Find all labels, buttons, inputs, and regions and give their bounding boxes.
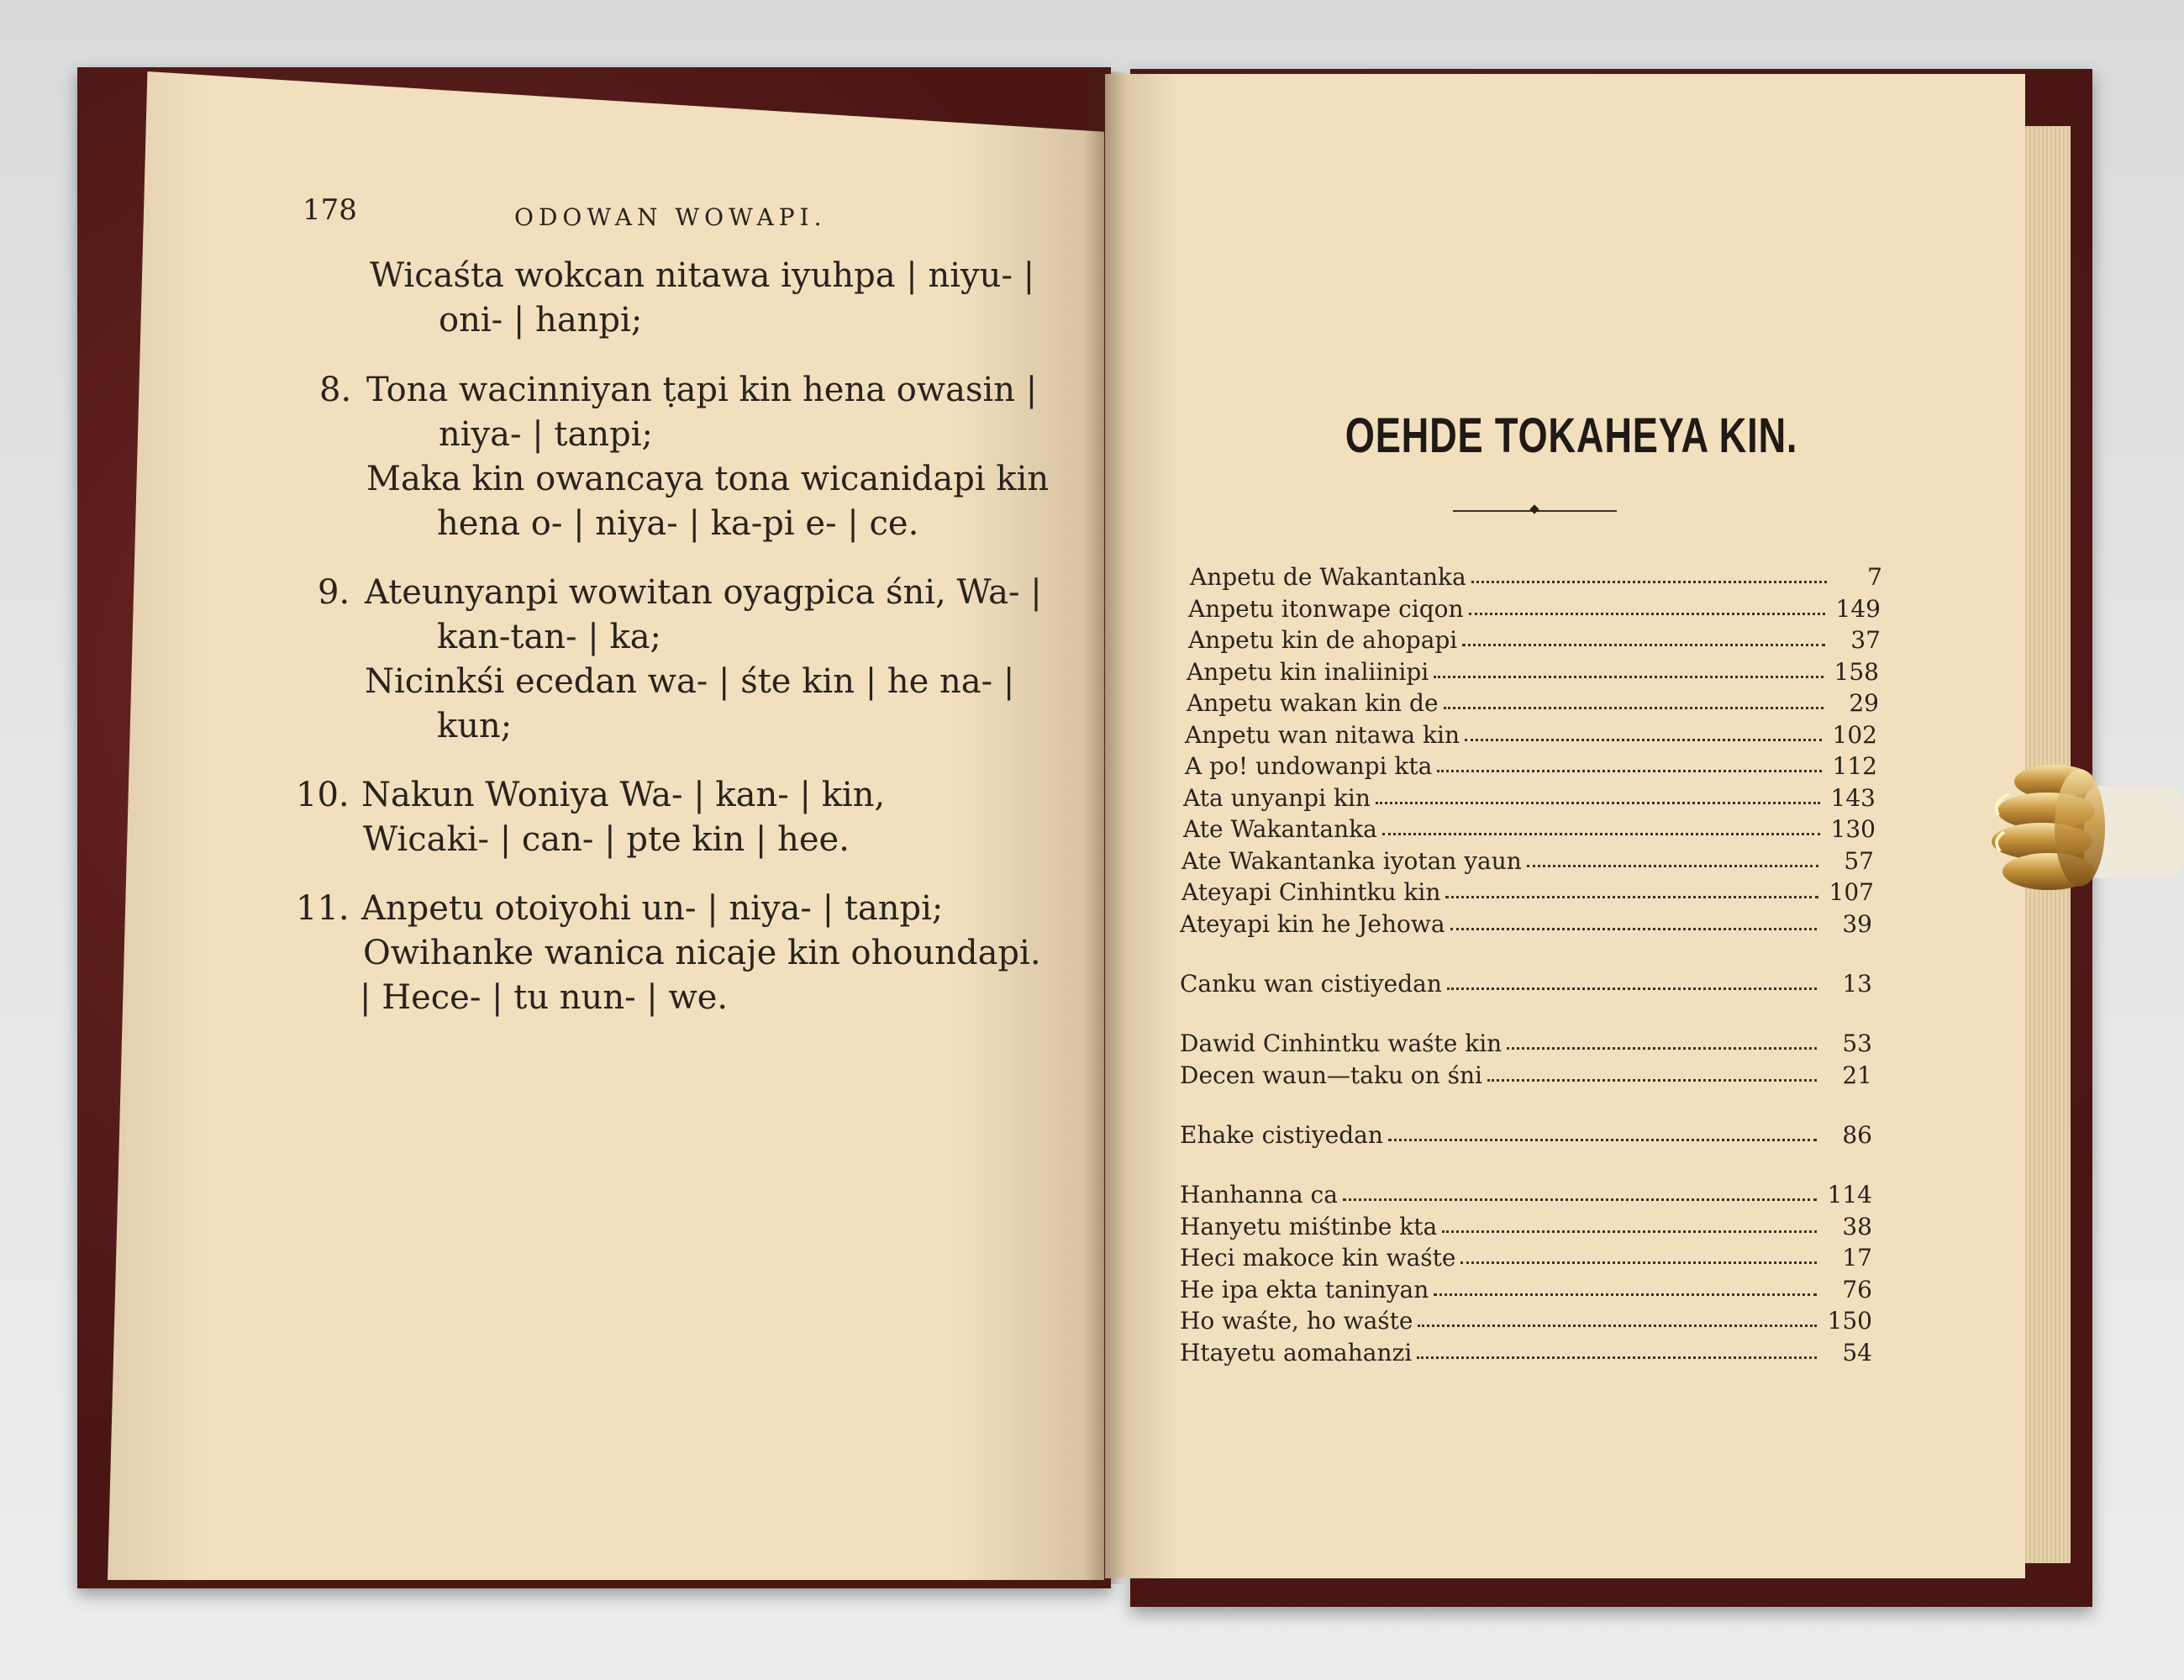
toc-entry-title: Anpetu itonwape ciqon xyxy=(1188,595,1464,623)
toc-entry xyxy=(1181,877,1874,906)
verse-line: Wicaki- | can- | pte kin | hee. xyxy=(363,820,850,859)
toc-entry-page: 7 xyxy=(1867,563,1882,591)
toc-entry-page: 112 xyxy=(1832,752,1877,780)
verse-number: 8. xyxy=(319,371,352,409)
toc-entry xyxy=(1188,594,1881,623)
toc-entry-title: Anpetu kin inaliinipi xyxy=(1187,658,1429,686)
verse-line: kan-tan- | ka; xyxy=(437,618,662,656)
toc-leader-dots xyxy=(1462,644,1825,646)
toc-leader-dots xyxy=(1445,896,1818,898)
toc-entry xyxy=(1190,562,1882,591)
toc-entry-page: 38 xyxy=(1842,1213,1872,1240)
toc-leader-dots xyxy=(1460,1261,1817,1264)
toc-entry-title: Ho waśte, ho waśte xyxy=(1180,1307,1413,1335)
toc-entry xyxy=(1180,1180,1872,1209)
toc-leader-dots xyxy=(1434,1293,1817,1296)
verse-line: niya- | tanpi; xyxy=(439,415,653,454)
gold-hand-clasp xyxy=(1958,752,2184,916)
toc-entry xyxy=(1180,1029,1872,1057)
toc-entry-title: Ate Wakantanka iyotan yaun xyxy=(1181,847,1522,875)
toc-leader-dots xyxy=(1469,613,1825,615)
toc-entry-page: 76 xyxy=(1842,1276,1872,1303)
toc-leader-dots xyxy=(1442,1230,1817,1233)
verse-number: 11. xyxy=(296,889,350,928)
verse-line: | Hece- | tu nun- | we. xyxy=(360,978,729,1017)
toc-entry-title: Canku wan cistiyedan xyxy=(1180,970,1442,998)
spine-gutter xyxy=(1084,71,1126,1584)
toc-entry-title: Ata unyanpi kin xyxy=(1183,784,1371,812)
toc-entry xyxy=(1180,1275,1872,1303)
toc-entry xyxy=(1180,1120,1872,1149)
toc-leader-dots xyxy=(1388,1139,1817,1141)
toc-entry-title: Hanyetu miśtinbe kta xyxy=(1180,1213,1438,1240)
toc-entry-page: 107 xyxy=(1829,878,1874,906)
toc-leader-dots xyxy=(1471,581,1827,583)
verse-line: hena o- | niya- | ka-pi e- | ce. xyxy=(437,504,919,543)
toc-entry-page: 114 xyxy=(1827,1181,1872,1209)
toc-entry-page: 37 xyxy=(1850,626,1881,654)
toc-entry xyxy=(1187,688,1879,717)
toc-leader-dots xyxy=(1434,676,1824,678)
toc-entry xyxy=(1181,846,1874,875)
toc-entry xyxy=(1185,720,1877,749)
toc-entry xyxy=(1180,1212,1872,1240)
toc-entry-title: Dawid Cinhintku waśte kin xyxy=(1180,1030,1502,1057)
toc-leader-dots xyxy=(1487,1079,1817,1082)
toc-entry-page: 57 xyxy=(1844,847,1874,875)
verse-line: Anpetu otoiyohi un- | niya- | tanpi; xyxy=(361,889,944,928)
toc-entry-page: 102 xyxy=(1832,721,1877,749)
toc-entry xyxy=(1180,969,1872,998)
toc-entry-title: Decen waun—taku on śni xyxy=(1180,1061,1482,1089)
toc-entry-title: Anpetu kin de ahopapi xyxy=(1188,626,1458,654)
toc-entry xyxy=(1187,657,1879,686)
verse-line: Nakun Woniya Wa- | kan- | kin, xyxy=(361,776,886,814)
verse-line: Nicinkśi ecedan wa- | śte kin | he na- | xyxy=(365,662,1015,701)
toc-leader-dots xyxy=(1450,928,1817,930)
toc-leader-dots xyxy=(1437,770,1822,772)
toc-leader-dots xyxy=(1465,739,1822,741)
page-number: 178 xyxy=(303,193,357,227)
toc-entry-page: 54 xyxy=(1842,1339,1872,1367)
toc-entry-page: 39 xyxy=(1842,910,1872,938)
toc-leader-dots xyxy=(1507,1047,1817,1050)
toc-entry-title: Ate Wakantanka xyxy=(1183,815,1377,843)
toc-entry-page: 17 xyxy=(1842,1244,1872,1272)
verse-line: Owihanke wanica nicaje kin ohoundapi. xyxy=(363,934,1041,972)
toc-title: OEHDE TOKAHEYA KIN. xyxy=(1345,408,1798,463)
toc-entry-title: Anpetu wan nitawa kin xyxy=(1185,721,1460,749)
verse-line: oni- | hanpi; xyxy=(439,301,643,340)
toc-entry-page: 29 xyxy=(1849,689,1879,717)
toc-entry-title: Htayetu aomahanzi xyxy=(1180,1339,1413,1367)
toc-entry-title: Ehake cistiyedan xyxy=(1180,1121,1383,1149)
toc-entry-page: 158 xyxy=(1834,658,1879,686)
toc-entry xyxy=(1180,1338,1872,1367)
verse-line: Ateunyanpi wowitan oyagpica śni, Wa- | xyxy=(365,573,1042,612)
verse-number: 10. xyxy=(296,776,350,814)
toc-entry-page: 21 xyxy=(1842,1061,1872,1089)
toc-entry-title: Heci makoce kin waśte xyxy=(1180,1244,1456,1272)
toc-leader-dots xyxy=(1444,707,1824,709)
toc-entry-page: 53 xyxy=(1842,1030,1872,1057)
toc-entry-page: 130 xyxy=(1830,815,1876,843)
toc-entry-title: Ateyapi kin he Jehowa xyxy=(1180,910,1445,938)
toc-entry-title: A po! undowanpi kta xyxy=(1185,752,1433,780)
toc-leader-dots xyxy=(1343,1198,1817,1201)
toc-leader-dots xyxy=(1418,1325,1817,1327)
toc-entry-title: Anpetu de Wakantanka xyxy=(1190,563,1466,591)
toc-entry-page: 86 xyxy=(1842,1121,1872,1149)
verse-line: Tona wacinniyan ṭapi kin hena owasin | xyxy=(366,371,1038,409)
toc-leader-dots xyxy=(1382,833,1820,835)
toc-leader-dots xyxy=(1417,1356,1817,1359)
toc-entry-page: 13 xyxy=(1842,970,1872,998)
toc-leader-dots xyxy=(1376,802,1820,804)
toc-entry-title: Anpetu wakan kin de xyxy=(1187,689,1439,717)
verse-line: kun; xyxy=(437,707,513,745)
toc-entry-page: 150 xyxy=(1827,1307,1872,1335)
toc-entry-page: 149 xyxy=(1835,595,1881,623)
verse-number: 9. xyxy=(318,573,350,612)
toc-entry xyxy=(1180,1306,1872,1335)
toc-leader-dots xyxy=(1447,987,1817,990)
verse-line: Wicaśta wokcan nitawa iyuhpa | niyu- | xyxy=(370,256,1035,295)
toc-entry xyxy=(1180,1061,1872,1089)
toc-entry xyxy=(1185,751,1877,780)
toc-entry-page: 143 xyxy=(1830,784,1876,812)
toc-entry-title: He ipa ekta taninyan xyxy=(1180,1276,1429,1303)
toc-leader-dots xyxy=(1527,865,1818,867)
running-header: ODOWAN WOWAPI. xyxy=(514,203,827,231)
toc-entry-title: Ateyapi Cinhintku kin xyxy=(1181,878,1441,906)
toc-entry xyxy=(1183,814,1876,843)
toc-entry-title: Hanhanna ca xyxy=(1180,1181,1338,1209)
toc-entry xyxy=(1188,625,1881,654)
verse-line: Maka kin owancaya tona wicanidapi kin xyxy=(366,460,1050,498)
toc-entry xyxy=(1180,1243,1872,1272)
toc-entry xyxy=(1180,909,1872,938)
toc-entry xyxy=(1183,783,1876,812)
